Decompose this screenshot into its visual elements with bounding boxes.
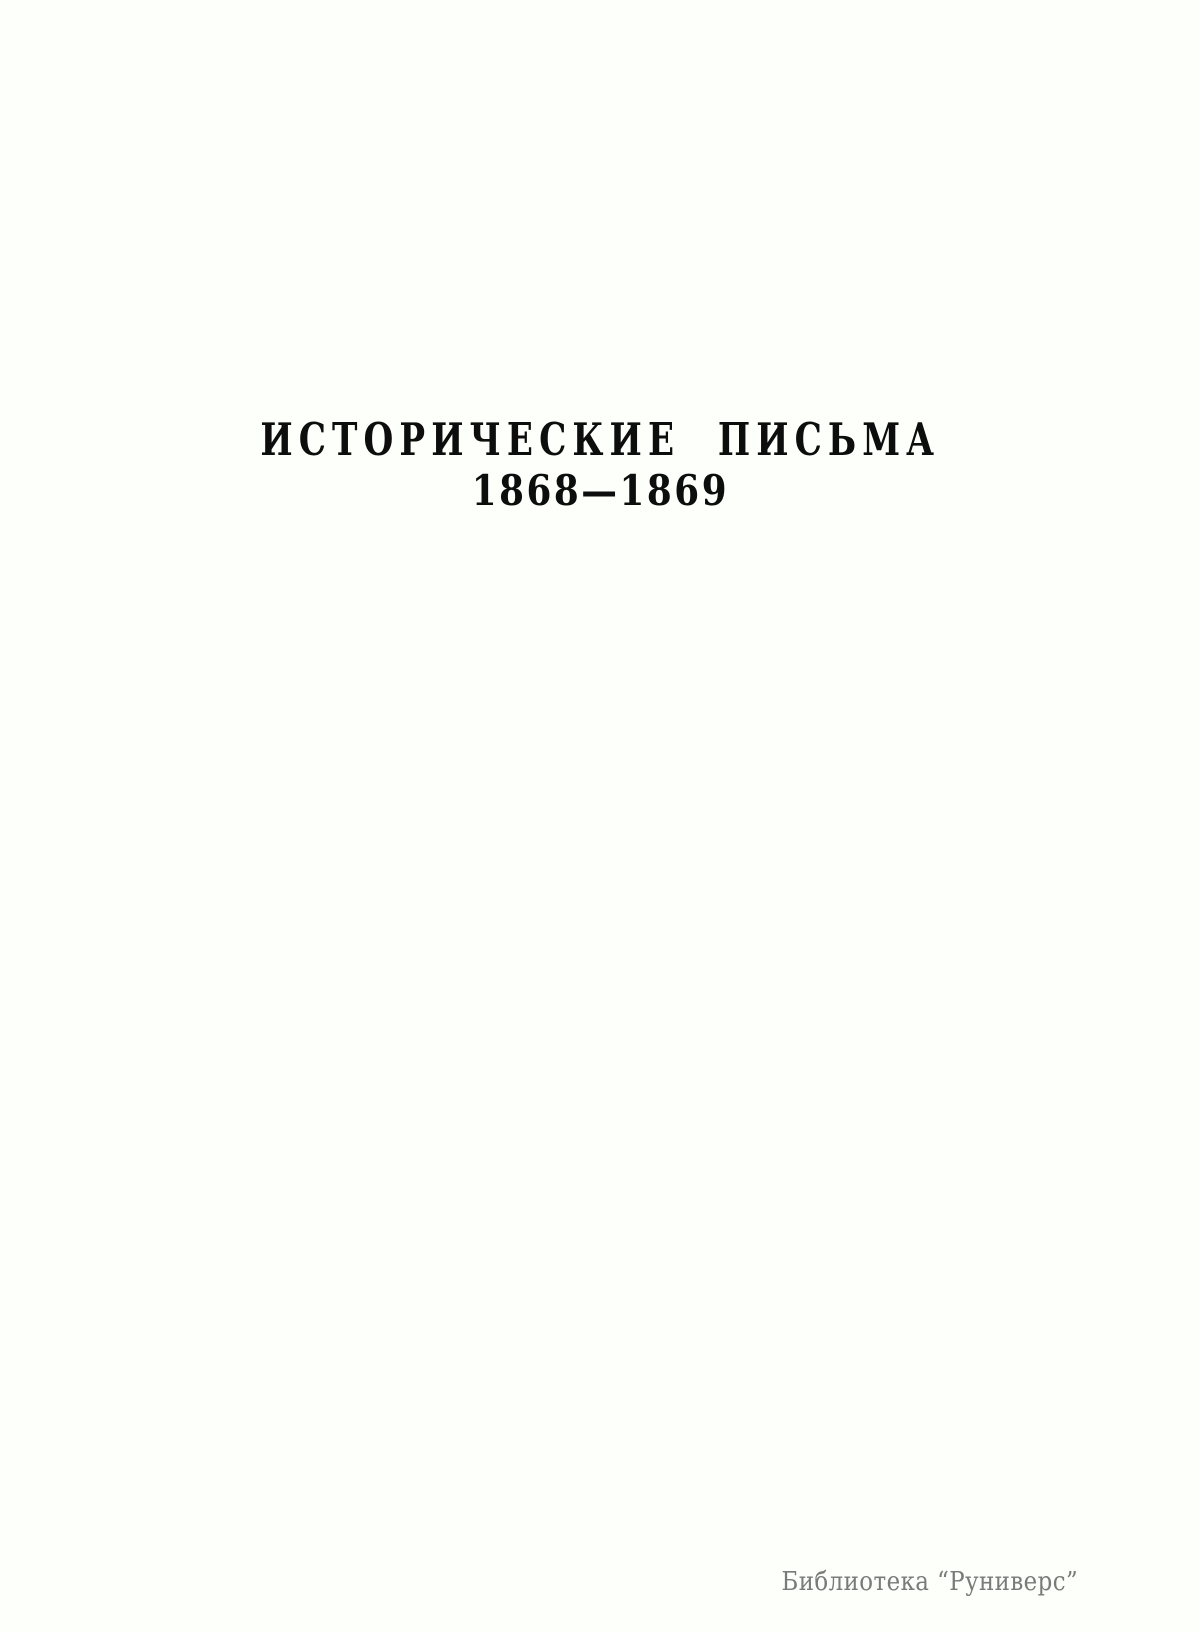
library-watermark: Библиотека “Руниверс”	[781, 1567, 1078, 1597]
publication-years: 1868—1869	[471, 466, 729, 515]
book-title: ИСТОРИЧЕСКИЕ ПИСЬМА	[260, 413, 940, 466]
date-row	[0, 466, 1200, 515]
title-row	[0, 413, 1200, 466]
